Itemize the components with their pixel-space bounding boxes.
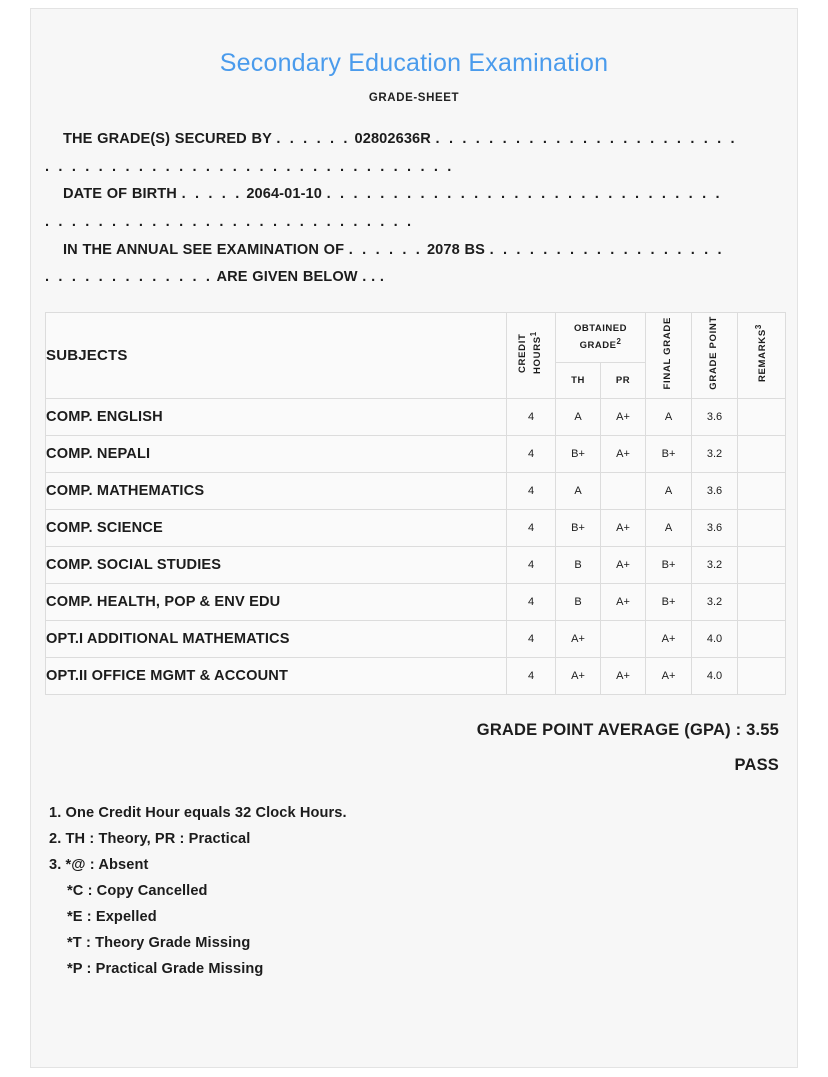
cell-grade-point: 3.2 — [692, 583, 738, 620]
cell-subject: OPT.II OFFICE MGMT & ACCOUNT — [46, 657, 507, 694]
page-title: Secondary Education Examination — [219, 49, 609, 77]
cell-subject: COMP. SCIENCE — [46, 509, 507, 546]
footnotes — [31, 801, 797, 983]
summary-block — [45, 721, 785, 775]
cell-remarks — [738, 620, 786, 657]
cell-subject: COMP. NEPALI — [46, 435, 507, 472]
header-remarks-label: REMARKS — [757, 328, 769, 382]
footnote-item: *P : Practical Grade Missing — [67, 960, 264, 977]
cell-final-grade: A — [646, 398, 692, 435]
info-value-exam-year: 2078 BS — [426, 241, 485, 258]
grades-table — [45, 312, 786, 695]
cell-subject: COMP. MATHEMATICS — [46, 472, 507, 509]
cell-remarks — [738, 583, 786, 620]
info-line-exam-cont — [45, 266, 783, 290]
cell-remarks — [738, 509, 786, 546]
cell-practical: A+ — [601, 583, 646, 620]
cell-subject: COMP. ENGLISH — [46, 398, 507, 435]
info-line-exam — [45, 239, 783, 263]
table-row — [46, 398, 786, 435]
cell-credit: 4 — [507, 509, 556, 546]
cell-credit: 4 — [507, 657, 556, 694]
header-subjects: SUBJECTS — [46, 312, 507, 398]
header-credit-hours-label: CREDIT HOURS — [517, 333, 544, 375]
cell-practical: A+ — [601, 435, 646, 472]
info-line-name — [45, 128, 783, 152]
cell-subject: OPT.I ADDITIONAL MATHEMATICS — [46, 620, 507, 657]
info-dots: . . . . . . . . . . . . . . . . . . . . . . . . . . . . . . — [326, 186, 722, 203]
info-dots: . . . . . . . . . . . . . . . . . . . . . . . . . . . . — [45, 213, 414, 230]
info-line-name-cont — [45, 156, 783, 180]
footnote-item: 1. One Credit Hour equals 32 Clock Hours. — [49, 804, 347, 821]
table-row — [46, 435, 786, 472]
header-grade-point-label: GRADE POINT — [708, 316, 720, 390]
cell-credit: 4 — [507, 435, 556, 472]
info-dots: . . . . . . . . . . . . . . . . . . . . . . . — [435, 131, 738, 147]
cell-remarks — [738, 546, 786, 583]
footnote-item: *C : Copy Cancelled — [67, 882, 208, 899]
header-obtained-grade — [556, 312, 646, 362]
table-row — [46, 472, 786, 509]
info-dots: . . . . . — [181, 186, 242, 203]
cell-grade-point: 4.0 — [692, 657, 738, 694]
cell-theory: B+ — [556, 435, 601, 472]
cell-theory: A+ — [556, 620, 601, 657]
cell-theory: A — [556, 472, 601, 509]
cell-practical: A+ — [601, 657, 646, 694]
info-dots: . . . . . . — [276, 131, 350, 147]
document-subtitle: GRADE-SHEET — [368, 92, 460, 104]
header-remarks-sup: 3 — [753, 323, 763, 329]
table-row — [46, 620, 786, 657]
info-label-exam: IN THE ANNUAL SEE EXAMINATION OF — [63, 241, 345, 258]
cell-practical — [601, 472, 646, 509]
table-header-row — [46, 312, 786, 362]
cell-theory: B — [556, 583, 601, 620]
cell-remarks — [738, 472, 786, 509]
info-dots: . . . . . . . . . . . . . . . . . . — [489, 241, 725, 258]
table-row — [46, 583, 786, 620]
cell-theory: B+ — [556, 509, 601, 546]
cell-final-grade: A — [646, 509, 692, 546]
footnote-item: 3. *@ : Absent — [49, 856, 149, 873]
cell-final-grade: A+ — [646, 620, 692, 657]
cell-practical: A+ — [601, 398, 646, 435]
header-credit-hours — [507, 312, 556, 398]
cell-credit: 4 — [507, 583, 556, 620]
info-value-dob: 2064-01-10 — [246, 186, 322, 203]
header-obtained-label-1: OBTAINED — [574, 322, 627, 334]
cell-final-grade: B+ — [646, 583, 692, 620]
info-label-dob: DATE OF BIRTH — [63, 186, 177, 203]
cell-grade-point: 3.6 — [692, 472, 738, 509]
cell-final-grade: A — [646, 472, 692, 509]
grade-sheet-document — [30, 8, 798, 1068]
cell-grade-point: 3.6 — [692, 398, 738, 435]
info-line-dob — [45, 183, 783, 207]
info-value-symbol-number: 02802636R — [354, 131, 431, 147]
cell-final-grade: B+ — [646, 435, 692, 472]
info-dots: . . . . . . — [348, 241, 423, 258]
info-dots: . . . . . . . . . . . . . — [45, 269, 213, 286]
header-remarks — [738, 312, 786, 398]
cell-grade-point: 3.2 — [692, 546, 738, 583]
header-obtained-label-2: GRADE — [579, 340, 617, 352]
cell-theory: A — [556, 398, 601, 435]
result-status: PASS — [734, 755, 779, 774]
cell-grade-point: 3.6 — [692, 509, 738, 546]
info-line-dob-cont — [45, 211, 783, 235]
cell-credit: 4 — [507, 620, 556, 657]
cell-practical: A+ — [601, 546, 646, 583]
cell-remarks — [738, 657, 786, 694]
cell-final-grade: A+ — [646, 657, 692, 694]
footnote-item: *E : Expelled — [67, 908, 157, 925]
cell-practical: A+ — [601, 509, 646, 546]
gpa-value: GRADE POINT AVERAGE (GPA) : 3.55 — [476, 720, 779, 739]
table-row — [46, 509, 786, 546]
header-theory: TH — [556, 363, 601, 399]
cell-practical — [601, 620, 646, 657]
header-credit-hours-sup: 1 — [528, 331, 538, 337]
cell-credit: 4 — [507, 472, 556, 509]
header-final-grade-label: FINAL GRADE — [662, 316, 674, 390]
cell-subject: COMP. HEALTH, POP & ENV EDU — [46, 583, 507, 620]
header-final-grade — [646, 312, 692, 398]
info-dots: . . . . . . . . . . . . . . . . . . . . . . . . . . . . . . . — [45, 158, 454, 175]
header-practical: PR — [601, 363, 646, 399]
header-grade-point — [692, 312, 738, 398]
header-obtained-sup: 2 — [616, 336, 622, 346]
cell-theory: B — [556, 546, 601, 583]
footnote-item: 2. TH : Theory, PR : Practical — [49, 830, 251, 847]
cell-final-grade: B+ — [646, 546, 692, 583]
cell-remarks — [738, 435, 786, 472]
table-row — [46, 657, 786, 694]
cell-grade-point: 3.2 — [692, 435, 738, 472]
student-info-block — [31, 128, 797, 290]
cell-remarks — [738, 398, 786, 435]
cell-theory: A+ — [556, 657, 601, 694]
cell-credit: 4 — [507, 398, 556, 435]
cell-credit: 4 — [507, 546, 556, 583]
info-tail-given-below: ARE GIVEN BELOW . . . — [216, 269, 385, 286]
table-row — [46, 546, 786, 583]
footnote-item: *T : Theory Grade Missing — [67, 934, 251, 951]
cell-grade-point: 4.0 — [692, 620, 738, 657]
info-label-graded-by: THE GRADE(S) SECURED BY — [63, 131, 272, 147]
cell-subject: COMP. SOCIAL STUDIES — [46, 546, 507, 583]
